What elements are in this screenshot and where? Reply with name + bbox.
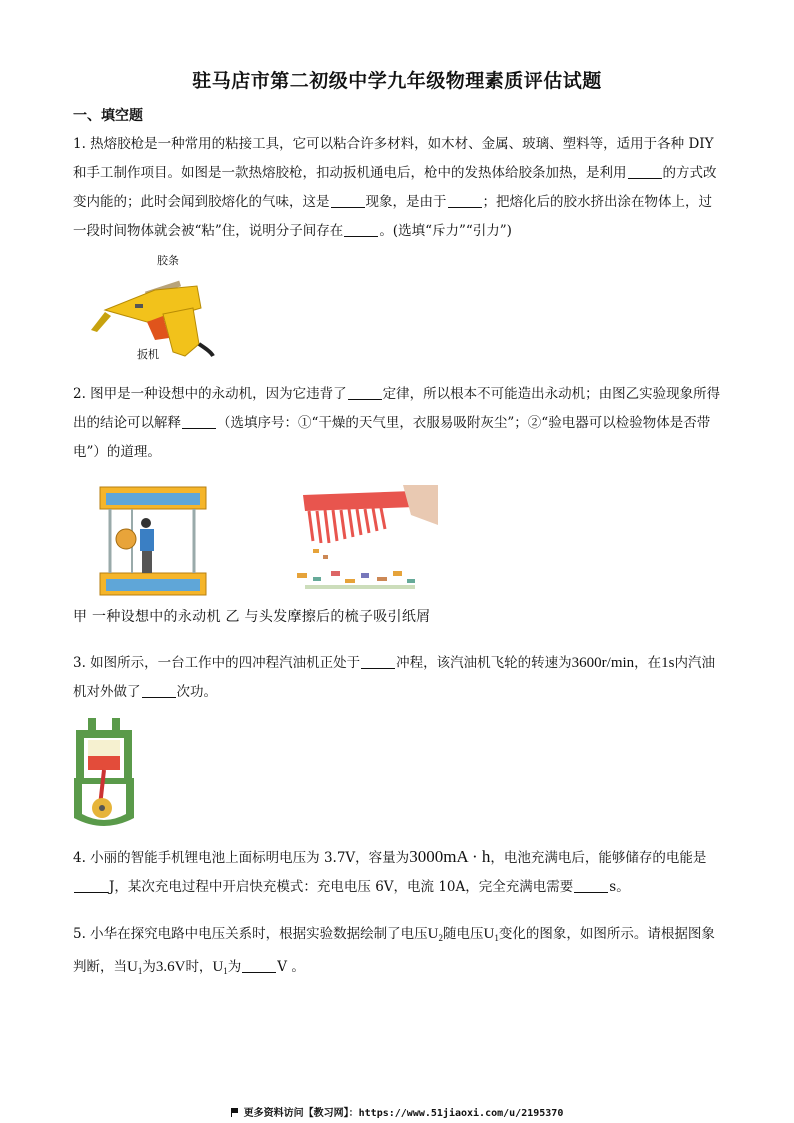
section-heading: 一、填空题 xyxy=(73,108,143,124)
battery-capacity: 3000mA · h xyxy=(409,847,491,866)
comb-figure xyxy=(283,485,438,595)
flywheel-speed: 3600r/min xyxy=(571,655,635,671)
label-trigger: 扳机 xyxy=(137,348,159,361)
time-value: 1s xyxy=(661,655,675,671)
perpetual-machine-icon xyxy=(98,483,210,599)
voltage-u2: $U_2$ xyxy=(427,926,444,943)
voltage-value: 3.6V xyxy=(155,959,186,975)
question-5: 5. 小华在探究电路中电压关系时，根据实验数据绘制了电压$U_2$随电压$U_1$变化的图象，如图所示。请根据图象判断，当$U_1$为3.6V时，$U_1$为 V 。 xyxy=(73,926,715,976)
comb-icon xyxy=(283,485,438,595)
q4-blank-1[interactable] xyxy=(74,878,108,893)
question-1: 1. 热熔胶枪是一种常用的粘接工具，它可以粘合许多材料，如木材、金属、玻璃、塑料等，适用于各种 DIY 和手工制作项目。如图是一款热熔胶枪，扣动扳机通电后，枪中的发热体给胶条加热，是利用 的方式改变内能的；此时会闻到胶熔化的气味，这是 现象，是由于 ；把熔化后的胶水挤出涂在物体上，过一段时间物体就会被“粘”住，说明分子间存在 。(选填“斥力”“引力”) xyxy=(73,136,717,239)
flag-icon xyxy=(231,1108,240,1117)
footer-link[interactable]: 更多资料访问【教习网】：https://www.51jiaoxi.com/u/2195370 xyxy=(243,1108,564,1119)
page-title: 驻马店市第二初级中学九年级物理素质评估试题 xyxy=(192,70,602,92)
q5-blank-1[interactable] xyxy=(242,958,276,973)
q2-figure-caption: 甲 一种设想中的永动机 乙 与头发摩擦后的梳子吸引纸屑 xyxy=(73,609,431,625)
q4-blank-2[interactable] xyxy=(574,878,608,893)
voltage-u1-ref: $U_1$ xyxy=(127,959,143,976)
page-footer xyxy=(0,1104,794,1119)
q1-blank-2[interactable] xyxy=(331,193,365,208)
q2-blank-1[interactable] xyxy=(348,385,382,400)
q3-blank-2[interactable] xyxy=(142,683,176,698)
label-glue-stick: 胶条 xyxy=(157,254,179,267)
q3-blank-1[interactable] xyxy=(361,654,395,669)
engine-figure xyxy=(70,718,138,830)
question-4: 4. 小丽的智能手机锂电池上面标明电压为 3.7V，容量为3000mA · h，电池充满电后，能够储存的电能是 J，某次充电过程中开启快充模式：充电电压 6V，电流 10A，完全充满电需要 s。 xyxy=(73,847,707,895)
question-3: 3. 如图所示，一台工作中的四冲程汽油机正处于 冲程，该汽油机飞轮的转速为3600r/min，在1s内汽油机对外做了 次功。 xyxy=(73,655,716,700)
perpetual-motion-figure xyxy=(98,483,210,599)
question-2: 2. 图甲是一种设想中的永动机，因为它违背了 定律，所以根本不可能造出永动机；由图乙实验现象所得出的结论可以解释 （选填序号：①“干燥的天气里，衣服易吸附灰尘”；②“验电器可以检验物体是否带电”）的道理。 xyxy=(73,386,721,460)
glue-gun-figure xyxy=(85,252,225,364)
q1-blank-4[interactable] xyxy=(344,222,378,237)
q1-blank-1[interactable] xyxy=(628,164,662,179)
q2-blank-2[interactable] xyxy=(182,414,216,429)
voltage-u1-ref-2: $U_1$ xyxy=(212,959,228,976)
q1-blank-3[interactable] xyxy=(448,193,482,208)
q1-text: 1. 热熔胶枪是一种常用的粘接工具，它可以粘合许多材料，如木材、金属、玻璃、塑料等，适用于各种 DIY 和手工制作项目。如图是一款热熔胶枪，扣动扳机通电后，枪中的发热体给胶条加热，是利用 xyxy=(73,136,714,181)
voltage-u1: $U_1$ xyxy=(483,926,499,943)
four-stroke-engine-icon xyxy=(70,718,138,830)
